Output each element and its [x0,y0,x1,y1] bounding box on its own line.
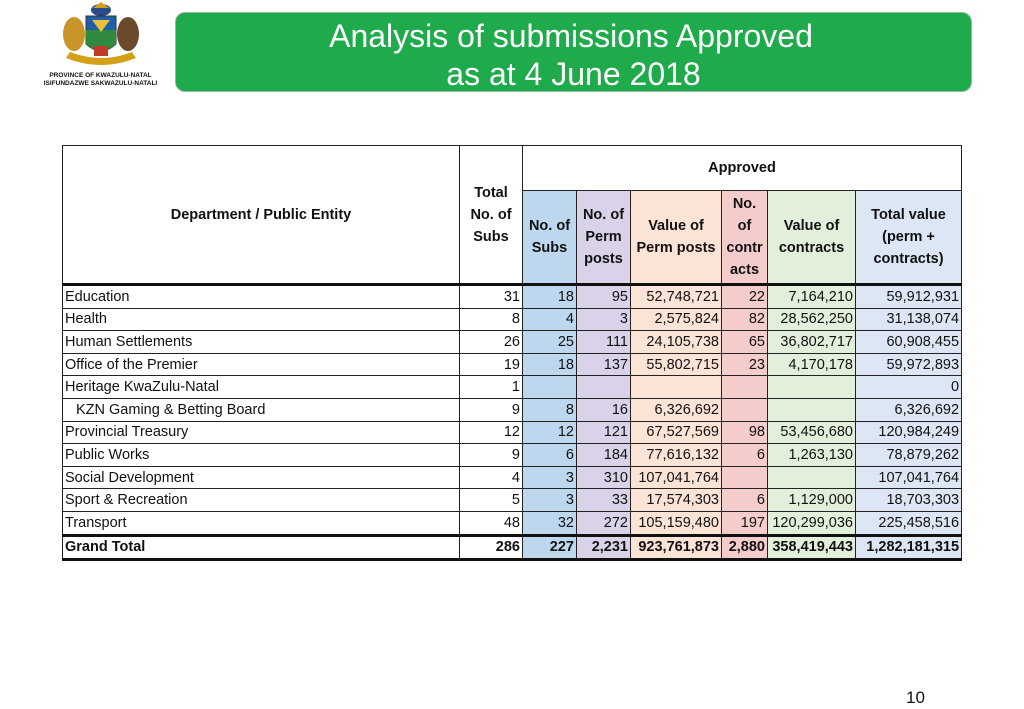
cell-total: 8 [460,308,523,331]
cell-contracts: 197 [722,511,768,535]
cell-perm-value: 17,574,303 [631,489,722,512]
cell-perm: 3 [577,308,631,331]
cell-perm-value [631,376,722,399]
cell-contract-value: 28,562,250 [768,308,856,331]
cell-contract-value: 1,129,000 [768,489,856,512]
cell-perm-value: 24,105,738 [631,331,722,354]
table-row [63,331,962,354]
cell-contract-value [768,376,856,399]
header-value-perm-posts: Value of Perm posts [631,191,722,285]
cell-contract-value: 1,263,130 [768,444,856,467]
header-no-perm-posts: No. of Perm posts [577,191,631,285]
cell-contracts: 23 [722,353,768,376]
header-no-contracts: No. of contr acts [722,191,768,285]
cell-total-value: 18,703,303 [856,489,962,512]
cell-perm-value: 107,041,764 [631,466,722,489]
cell-total: 26 [460,331,523,354]
cell-contracts: 98 [722,421,768,444]
cell-contracts [722,398,768,421]
slide-title-line2: as at 4 June 2018 [446,56,701,92]
cell-name: Public Works [63,444,460,467]
grand-total-approved-subs: 227 [523,535,577,560]
cell-perm: 121 [577,421,631,444]
cell-total: 31 [460,285,523,309]
cell-total-value: 60,908,455 [856,331,962,354]
cell-total-value: 59,912,931 [856,285,962,309]
cell-perm: 111 [577,331,631,354]
cell-name: Human Settlements [63,331,460,354]
cell-subs: 6 [523,444,577,467]
cell-contracts: 65 [722,331,768,354]
header-no-subs: No. of Subs [523,191,577,285]
cell-total: 1 [460,376,523,399]
cell-contracts: 6 [722,444,768,467]
cell-total: 9 [460,398,523,421]
cell-subs: 4 [523,308,577,331]
cell-name: Heritage KwaZulu-Natal [63,376,460,399]
grand-total-perm-value: 923,761,873 [631,535,722,560]
cell-total: 5 [460,489,523,512]
cell-total: 48 [460,511,523,535]
cell-perm: 184 [577,444,631,467]
cell-contracts: 6 [722,489,768,512]
cell-perm-value: 67,527,569 [631,421,722,444]
table-row [63,398,962,421]
cell-subs: 3 [523,489,577,512]
cell-name: Health [63,308,460,331]
cell-subs: 8 [523,398,577,421]
cell-contract-value [768,398,856,421]
cell-subs: 18 [523,285,577,309]
grand-total-contract-value: 358,419,443 [768,535,856,560]
cell-contract-value: 120,299,036 [768,511,856,535]
cell-contracts [722,466,768,489]
grand-total-total-value: 1,282,181,315 [856,535,962,560]
cell-total-value: 78,879,262 [856,444,962,467]
table-row [63,376,962,399]
cell-name: KZN Gaming & Betting Board [63,398,460,421]
grand-total-perm-posts: 2,231 [577,535,631,560]
cell-name: Transport [63,511,460,535]
cell-total-value: 225,458,516 [856,511,962,535]
cell-contract-value: 4,170,178 [768,353,856,376]
logo-caption-english: PROVINCE OF KWAZULU-NATAL [49,72,152,79]
table-row [63,308,962,331]
cell-subs: 25 [523,331,577,354]
table-row [63,511,962,535]
cell-subs: 18 [523,353,577,376]
cell-total-value: 107,041,764 [856,466,962,489]
table-row [63,444,962,467]
cell-total-value: 120,984,249 [856,421,962,444]
cell-contract-value: 53,456,680 [768,421,856,444]
logo-caption-zulu: ISIFUNDAZWE SAKWAZULU-NATALI [43,80,158,87]
cell-perm: 272 [577,511,631,535]
cell-subs: 3 [523,466,577,489]
cell-name: Provincial Treasury [63,421,460,444]
cell-total: 12 [460,421,523,444]
cell-perm: 33 [577,489,631,512]
cell-subs: 12 [523,421,577,444]
cell-total: 9 [460,444,523,467]
cell-perm: 137 [577,353,631,376]
cell-contract-value: 7,164,210 [768,285,856,309]
kzn-coat-of-arms-icon [56,2,146,72]
cell-total-value: 6,326,692 [856,398,962,421]
cell-perm [577,376,631,399]
slide-title-box [175,12,972,92]
header-value-contracts: Value of contracts [768,191,856,285]
table-row [63,421,962,444]
table-row [63,466,962,489]
header-department: Department / Public Entity [63,146,460,285]
cell-perm: 95 [577,285,631,309]
cell-perm: 310 [577,466,631,489]
cell-subs: 32 [523,511,577,535]
submissions-table [62,145,962,561]
header-approved: Approved [523,146,962,191]
cell-perm-value: 77,616,132 [631,444,722,467]
cell-name: Social Development [63,466,460,489]
cell-contract-value [768,466,856,489]
grand-total-label: Grand Total [63,535,460,560]
header-total-value: Total value (perm + contracts) [856,191,962,285]
cell-name: Sport & Recreation [63,489,460,512]
cell-perm-value: 52,748,721 [631,285,722,309]
cell-perm-value: 2,575,824 [631,308,722,331]
cell-total-value: 59,972,893 [856,353,962,376]
cell-perm: 16 [577,398,631,421]
cell-subs [523,376,577,399]
cell-total: 4 [460,466,523,489]
table-row [63,353,962,376]
header-total-subs: Total No. of Subs [460,146,523,285]
cell-total: 19 [460,353,523,376]
grand-total-row [63,535,962,560]
cell-perm-value: 6,326,692 [631,398,722,421]
table-row [63,285,962,309]
cell-name: Office of the Premier [63,353,460,376]
cell-contract-value: 36,802,717 [768,331,856,354]
cell-perm-value: 55,802,715 [631,353,722,376]
cell-total-value: 31,138,074 [856,308,962,331]
cell-contracts [722,376,768,399]
cell-total-value: 0 [856,376,962,399]
table-row [63,489,962,512]
provincial-logo [38,2,163,94]
page-number: 10 [906,688,925,707]
grand-total-contracts: 2,880 [722,535,768,560]
cell-perm-value: 105,159,480 [631,511,722,535]
cell-name: Education [63,285,460,309]
slide-title-line1: Analysis of submissions Approved [329,18,813,54]
cell-contracts: 22 [722,285,768,309]
grand-total-subs: 286 [460,535,523,560]
cell-contracts: 82 [722,308,768,331]
